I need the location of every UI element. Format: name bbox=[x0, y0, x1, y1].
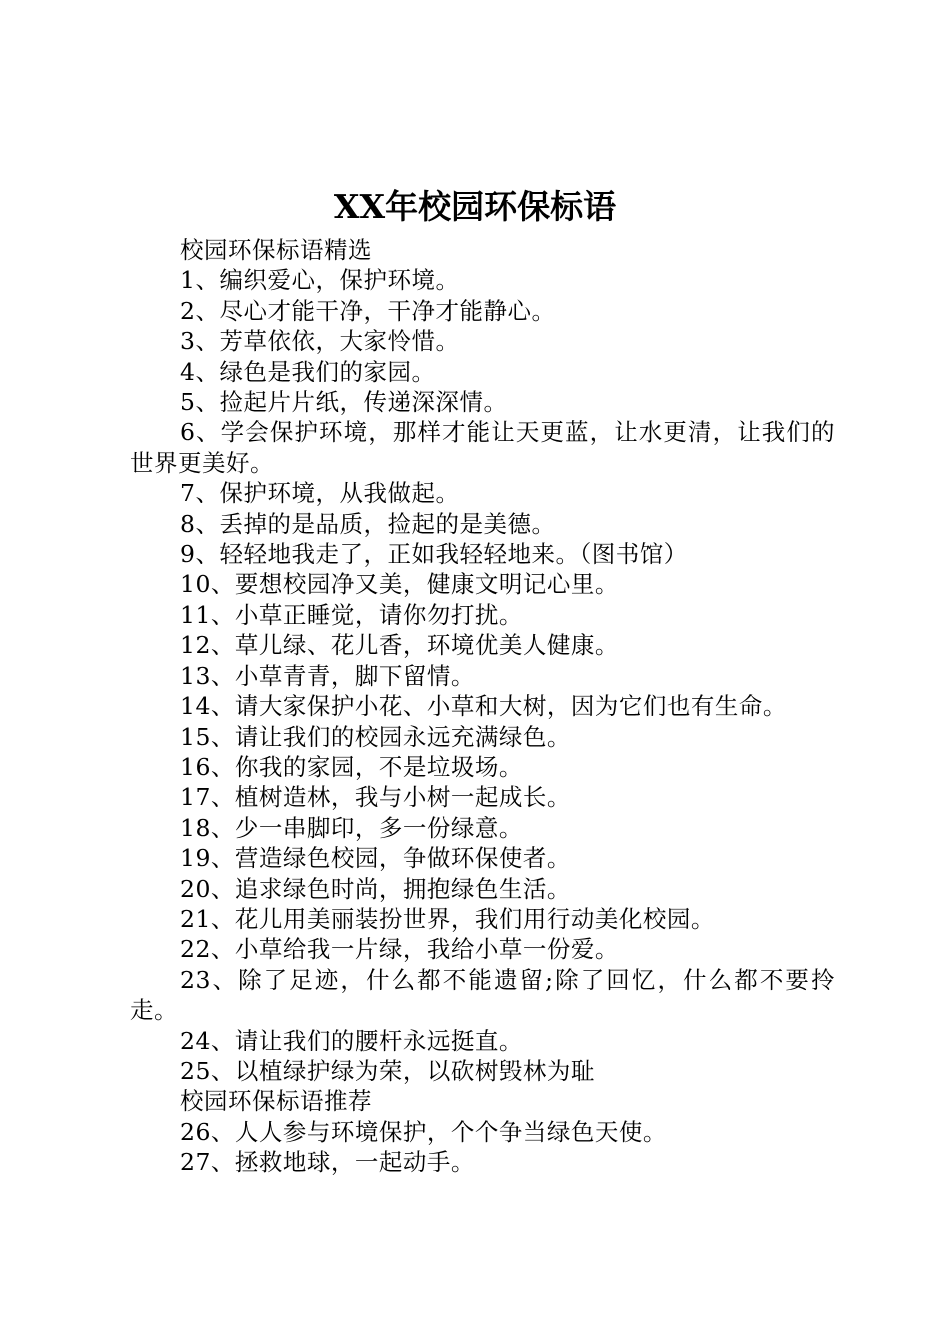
section-heading: 校园环保标语精选 bbox=[180, 236, 372, 264]
slogan-item: 10、要想校园净又美，健康文明记心里。 bbox=[180, 570, 619, 599]
slogan-item: 14、请大家保护小花、小草和大树，因为它们也有生命。 bbox=[180, 692, 787, 721]
slogan-item: 15、请让我们的校园永远充满绿色。 bbox=[180, 722, 571, 751]
slogan-item: 24、请让我们的腰杆永远挺直。 bbox=[180, 1026, 523, 1055]
slogan-item: 13、小草青青，脚下留情。 bbox=[180, 661, 475, 690]
slogan-item: 22、小草给我一片绿，我给小草一份爱。 bbox=[180, 935, 619, 964]
slogan-item: 25、以植绿护绿为荣，以砍树毁林为耻 bbox=[180, 1056, 595, 1085]
slogan-item: 1、编织爱心，保护环境。 bbox=[180, 266, 460, 295]
slogan-item: 12、草儿绿、花儿香，环境优美人健康。 bbox=[180, 631, 619, 660]
slogan-item: 21、花儿用美丽装扮世界，我们用行动美化校园。 bbox=[180, 904, 715, 933]
slogan-item: 8、丢掉的是品质，捡起的是美德。 bbox=[180, 509, 556, 538]
slogan-item: 23、除了足迹，什么都不能遗留;除了回忆，什么都不要拎走。 bbox=[130, 965, 835, 1025]
slogan-item: 2、尽心才能干净，干净才能静心。 bbox=[180, 296, 556, 325]
slogan-item: 11、小草正睡觉，请你勿打扰。 bbox=[180, 600, 523, 629]
document-body bbox=[130, 235, 835, 1178]
slogan-item: 7、保护环境，从我做起。 bbox=[180, 479, 460, 508]
slogan-item: 17、植树造林，我与小树一起成长。 bbox=[180, 783, 571, 812]
slogan-item: 26、人人参与环境保护，个个争当绿色天使。 bbox=[180, 1117, 667, 1146]
slogan-item: 19、营造绿色校园，争做环保使者。 bbox=[180, 844, 571, 873]
section-heading: 校园环保标语推荐 bbox=[180, 1087, 372, 1116]
slogan-item: 6、学会保护环境，那样才能让天更蓝，让水更清，让我们的世界更美好。 bbox=[130, 418, 835, 477]
slogan-item: 18、少一串脚印，多一份绿意。 bbox=[180, 813, 523, 842]
slogan-item: 9、轻轻地我走了，正如我轻轻地来。（图书馆） bbox=[180, 540, 688, 569]
slogan-item: 5、捡起片片纸，传递深深情。 bbox=[180, 388, 508, 417]
slogan-item: 20、追求绿色时尚，拥抱绿色生活。 bbox=[180, 874, 571, 903]
slogan-item: 16、你我的家园，不是垃圾场。 bbox=[180, 752, 523, 781]
slogan-item: 4、绿色是我们的家园。 bbox=[180, 357, 436, 386]
slogan-item: 3、芳草依依，大家怜惜。 bbox=[180, 327, 460, 356]
slogan-item: 27、拯救地球，一起动手。 bbox=[180, 1148, 475, 1177]
document-title: XX年校园环保标语 bbox=[333, 187, 617, 226]
